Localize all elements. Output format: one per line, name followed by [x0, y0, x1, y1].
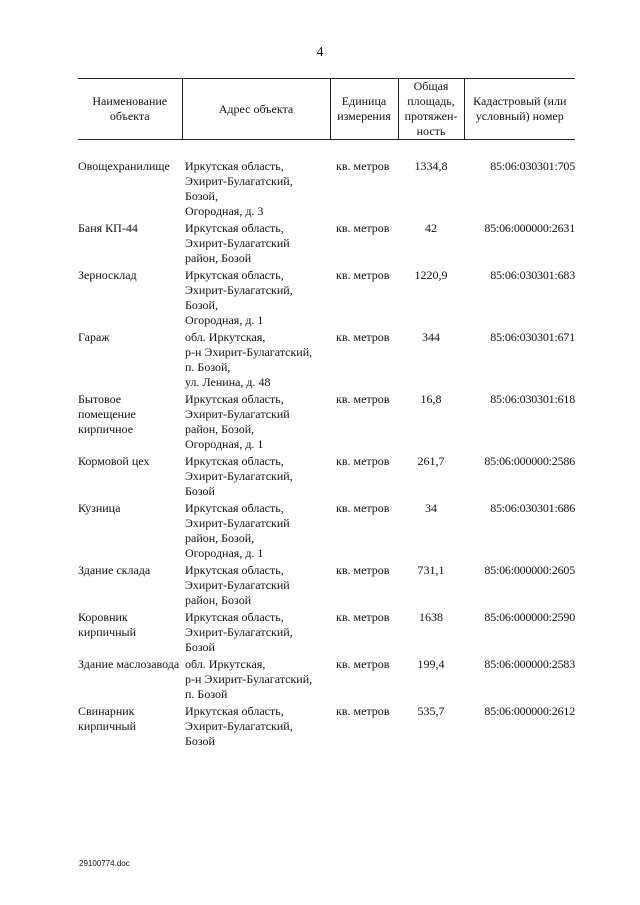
- object-area: 344: [422, 330, 440, 344]
- object-name: Гараж: [78, 330, 110, 344]
- object-area: 731,1: [417, 563, 445, 577]
- object-name: Здание склада: [78, 563, 151, 577]
- object-address: Иркутская область, Эхирит-Булагатский, Бозой: [185, 704, 293, 748]
- object-cadastral-number: 85:06:000000:2631: [484, 221, 575, 235]
- object-area: 16,8: [420, 392, 442, 406]
- object-cadastral-number: 85:06:030301:683: [490, 268, 575, 282]
- object-address: Иркутская область, Эхирит-Булагатский, Бозой, Огородная, д. 1: [185, 268, 293, 327]
- property-table: [78, 78, 575, 749]
- object-address: Иркутская область, Эхирит-Булагатский, Бозой: [185, 454, 293, 498]
- header-total-area: Общая площадь, протяжен-ность: [398, 79, 464, 140]
- object-name: Кузница: [78, 501, 121, 515]
- table-row: [78, 608, 575, 655]
- object-cadastral-number: 85:06:030301:618: [490, 392, 575, 406]
- header-unit: Единица измерения: [330, 79, 398, 140]
- object-address: Иркутская область, Эхирит-Булагатский район, Бозой, Огородная, д. 1: [185, 501, 290, 560]
- object-name: Коровник кирпичный: [78, 610, 137, 639]
- table-row: [78, 219, 575, 266]
- object-name: Овощехранилище: [78, 159, 170, 173]
- object-unit: кв. метров: [336, 657, 390, 671]
- table-row: [78, 328, 575, 390]
- object-cadastral-number: 85:06:030301:686: [490, 501, 575, 515]
- header-object-name: Наименование объекта: [78, 79, 182, 140]
- object-area: 1638: [419, 610, 443, 624]
- table-row: [78, 452, 575, 499]
- table-row: [78, 390, 575, 452]
- object-unit: кв. метров: [336, 330, 390, 344]
- object-address: Иркутская область, Эхирит-Булагатский, Бозой: [185, 610, 293, 654]
- object-area: 1220,9: [414, 268, 448, 282]
- object-cadastral-number: 85:06:000000:2590: [484, 610, 575, 624]
- table-header-row: [78, 79, 575, 140]
- object-unit: кв. метров: [336, 268, 390, 282]
- table-row: [78, 499, 575, 561]
- object-name: Кормовой цех: [78, 454, 150, 468]
- object-area: 261,7: [417, 454, 445, 468]
- table-row: [78, 140, 575, 220]
- object-unit: кв. метров: [336, 221, 390, 235]
- footer-filename: 29100774.doc: [79, 859, 130, 868]
- object-area: 42: [425, 221, 437, 235]
- object-name: Баня КП-44: [78, 221, 138, 235]
- object-unit: кв. метров: [336, 563, 390, 577]
- object-address: Иркутская область, Эхирит-Булагатский район, Бозой, Огородная, д. 1: [185, 392, 290, 451]
- object-address: Иркутская область, Эхирит-Булагатский район, Бозой: [185, 221, 290, 265]
- page-number: 4: [316, 45, 324, 60]
- object-area: 535,7: [417, 704, 445, 718]
- object-cadastral-number: 85:06:000000:2586: [484, 454, 575, 468]
- object-name: Зерносклад: [78, 268, 137, 282]
- object-address: обл. Иркутская, р-н Эхирит-Булагатский, п. Бозой: [185, 657, 313, 701]
- object-name: Свинарник кирпичный: [78, 704, 137, 733]
- header-cadastral-number: Кадастровый (или условный) номер: [464, 79, 575, 140]
- object-area: 199,4: [417, 657, 445, 671]
- table-row: [78, 266, 575, 328]
- object-unit: кв. метров: [336, 704, 390, 718]
- object-unit: кв. метров: [336, 610, 390, 624]
- header-object-address: Адрес объекта: [182, 79, 330, 140]
- object-address: Иркутская область, Эхирит-Булагатский, Бозой, Огородная, д. 3: [185, 159, 293, 218]
- object-cadastral-number: 85:06:000000:2605: [484, 563, 575, 577]
- table-row: [78, 561, 575, 608]
- object-cadastral-number: 85:06:000000:2583: [484, 657, 575, 671]
- object-unit: кв. метров: [336, 159, 390, 173]
- object-cadastral-number: 85:06:000000:2612: [484, 704, 575, 718]
- object-cadastral-number: 85:06:030301:671: [490, 330, 575, 344]
- table-row: [78, 655, 575, 702]
- object-unit: кв. метров: [336, 454, 390, 468]
- object-area: 1334,8: [414, 159, 448, 173]
- object-cadastral-number: 85:06:030301:705: [490, 159, 575, 173]
- object-name: Бытовое помещение кирпичное: [78, 392, 136, 436]
- object-address: Иркутская область, Эхирит-Булагатский район, Бозой: [185, 563, 290, 607]
- object-area: 34: [425, 501, 437, 515]
- object-unit: кв. метров: [336, 501, 390, 515]
- table-row: [78, 702, 575, 749]
- object-address: обл. Иркутская, р-н Эхирит-Булагатский, п. Бозой, ул. Ленина, д. 48: [185, 330, 313, 389]
- object-name: Здание маслозавода: [78, 657, 180, 671]
- object-unit: кв. метров: [336, 392, 390, 406]
